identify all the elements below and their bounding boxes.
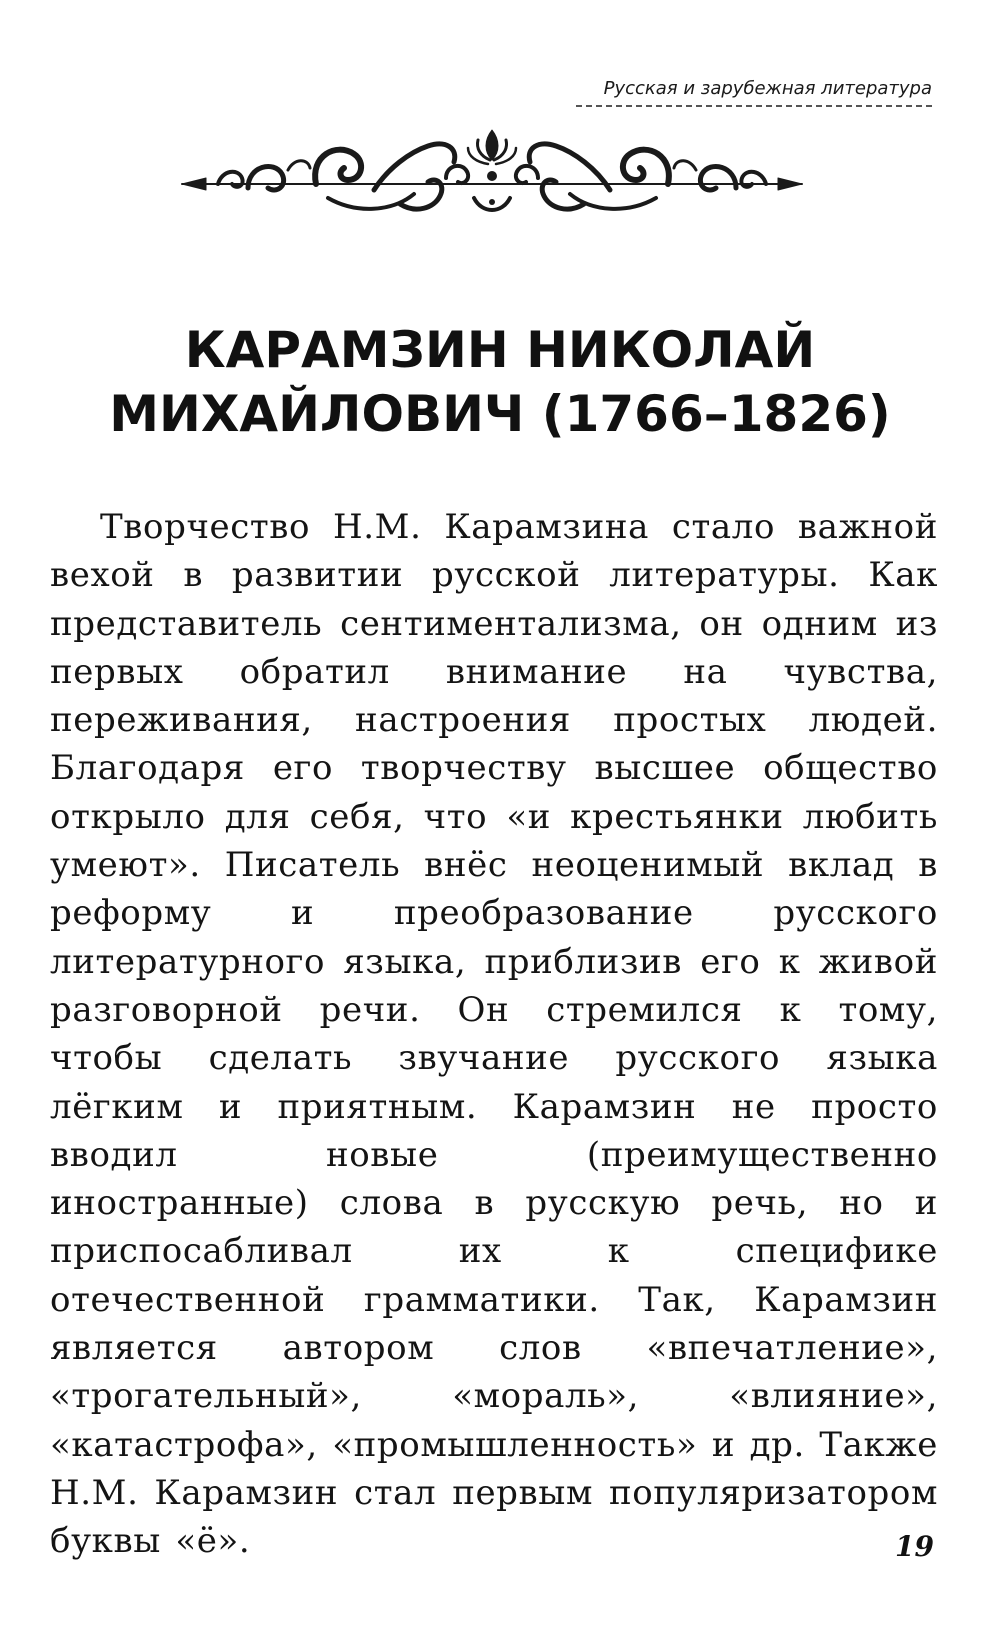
chapter-title: КАРАМЗИН НИКОЛАЙ МИХАЙЛОВИЧ (1766–1826) bbox=[109, 321, 891, 443]
running-header: Русская и зарубежная литература bbox=[603, 78, 932, 99]
page-number: 19 bbox=[895, 1530, 934, 1563]
flourish-divider-icon bbox=[178, 118, 806, 236]
header-underline bbox=[576, 105, 932, 107]
body-paragraph: Творчество Н.М. Карамзина стало важной вехой в развитии русской литературы. Как представитель сентиментализма, он одним из первых обратил внимание на чувства, переживания, настроения простых людей. Благодаря его творчеству высшее общество открыло для себя, что «и крестьянки любить умеют». Писатель внёс неоценимый вклад в реформу и преобразование русского литературного языка, приблизив его к живой разговорной речи. Он стремился к тому, чтобы сделать звучание русского языка лёгким и приятным. Карамзин не просто вводил новые (преимущественно иностранные) слова в русскую речь, но и приспосабливал их к специфике отечественной грамматики. Так, Карамзин является автором слов «впечатление», «трогательный», «мораль», «влияние», «катастрофа», «промышленность» и др. Также Н.М. Карамзин стал первым популяризатором буквы «ё». bbox=[50, 507, 938, 1562]
